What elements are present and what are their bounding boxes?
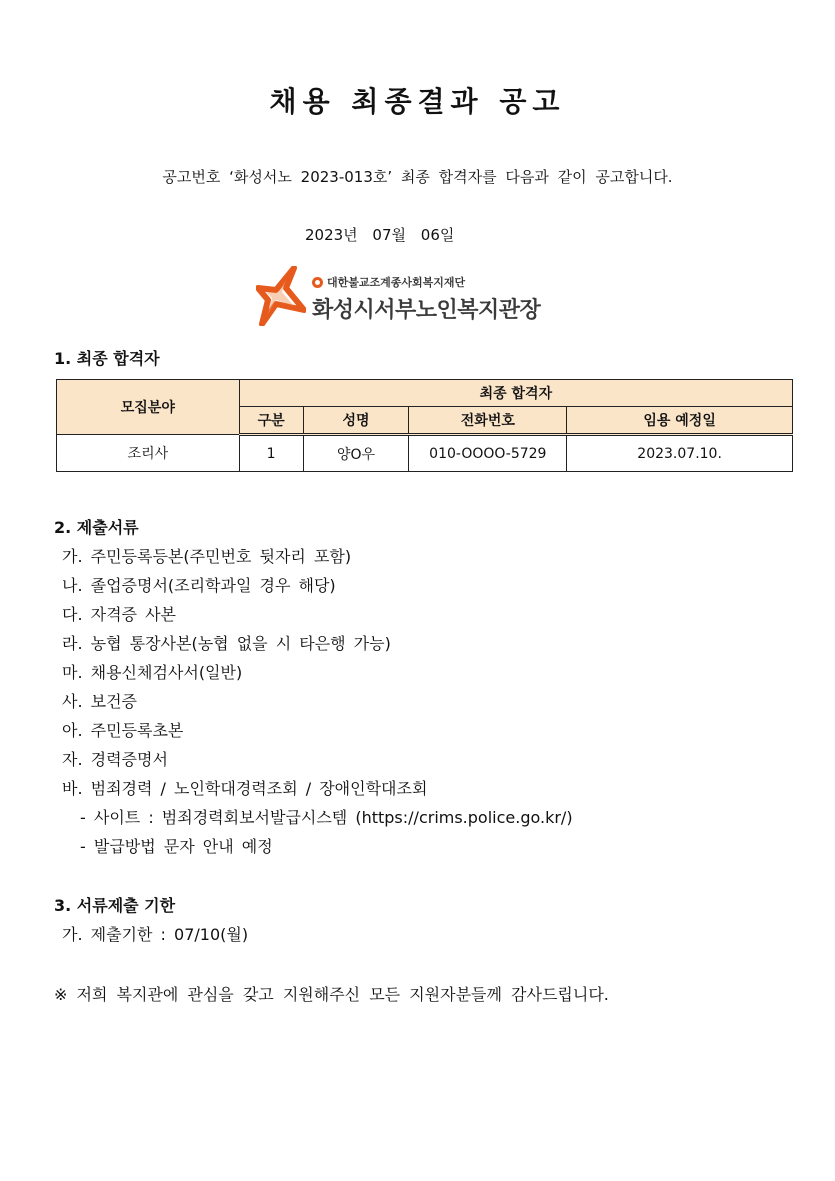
- table-row: [57, 435, 793, 472]
- list-item: 가. 주민등록등본(주민번호 뒷자리 포함): [62, 547, 352, 566]
- section2-heading: 2. 제출서류: [54, 518, 139, 537]
- cell-no: 1: [239, 435, 303, 472]
- section3-heading: 3. 서류제출 기한: [54, 896, 176, 915]
- logo-name-text: 화성시서부노인복지관장: [312, 298, 541, 323]
- list-subitem: - 발급방법 문자 안내 예정: [80, 837, 273, 856]
- list-item: 마. 채용신체검사서(일반): [62, 663, 243, 682]
- notice-date: 2023년 07월 06일: [305, 226, 455, 244]
- results-table: [56, 379, 793, 472]
- list-subitem: - 사이트 : 범죄경력회보서발급시스템 (https://crims.police.go.kr/): [80, 808, 573, 827]
- list-item: 사. 보건증: [62, 692, 137, 711]
- list-item: 라. 농협 통장사본(농협 없을 시 타은행 가능): [62, 634, 391, 653]
- list-item: 자. 경력증명서: [62, 750, 168, 769]
- logo-star-icon: [256, 266, 306, 326]
- list-item: 아. 주민등록초본: [62, 721, 184, 740]
- logo-org-text: 대한불교조계종사회복지재단: [327, 276, 466, 289]
- col-date-header: 임용 예정일: [567, 407, 793, 435]
- organization-logo: [256, 266, 546, 328]
- closing-text: ※ 저희 복지관에 관심을 갖고 지원해주신 모든 지원자분들께 감사드립니다.: [54, 985, 609, 1004]
- page-title: 채용 최종결과 공고: [269, 85, 566, 118]
- list-item: 바. 범죄경력 / 노인학대경력조회 / 장애인학대조회: [62, 779, 428, 798]
- section1-heading: 1. 최종 합격자: [54, 349, 160, 368]
- logo-org-line: [312, 274, 465, 290]
- temple-mark-icon: [312, 277, 323, 288]
- cell-phone: 010-OOOO-5729: [409, 435, 567, 472]
- cell-name: 양O우: [303, 435, 409, 472]
- col-group-header: 최종 합격자: [239, 380, 792, 407]
- col-name-header: 성명: [303, 407, 409, 435]
- cell-date: 2023.07.10.: [567, 435, 793, 472]
- col-no-header: 구분: [239, 407, 303, 435]
- list-item: 나. 졸업증명서(조리학과일 경우 해당): [62, 576, 336, 595]
- notice-text: 공고번호 ‘화성서노 2023-013호’ 최종 합격자를 다음과 같이 공고합니다.: [162, 168, 673, 186]
- cell-field: 조리사: [57, 435, 240, 472]
- col-phone-header: 전화번호: [409, 407, 567, 435]
- col-field-header: 모집분야: [57, 380, 240, 435]
- list-item: 가. 제출기한 : 07/10(월): [62, 925, 249, 944]
- list-item: 다. 자격증 사본: [62, 605, 176, 624]
